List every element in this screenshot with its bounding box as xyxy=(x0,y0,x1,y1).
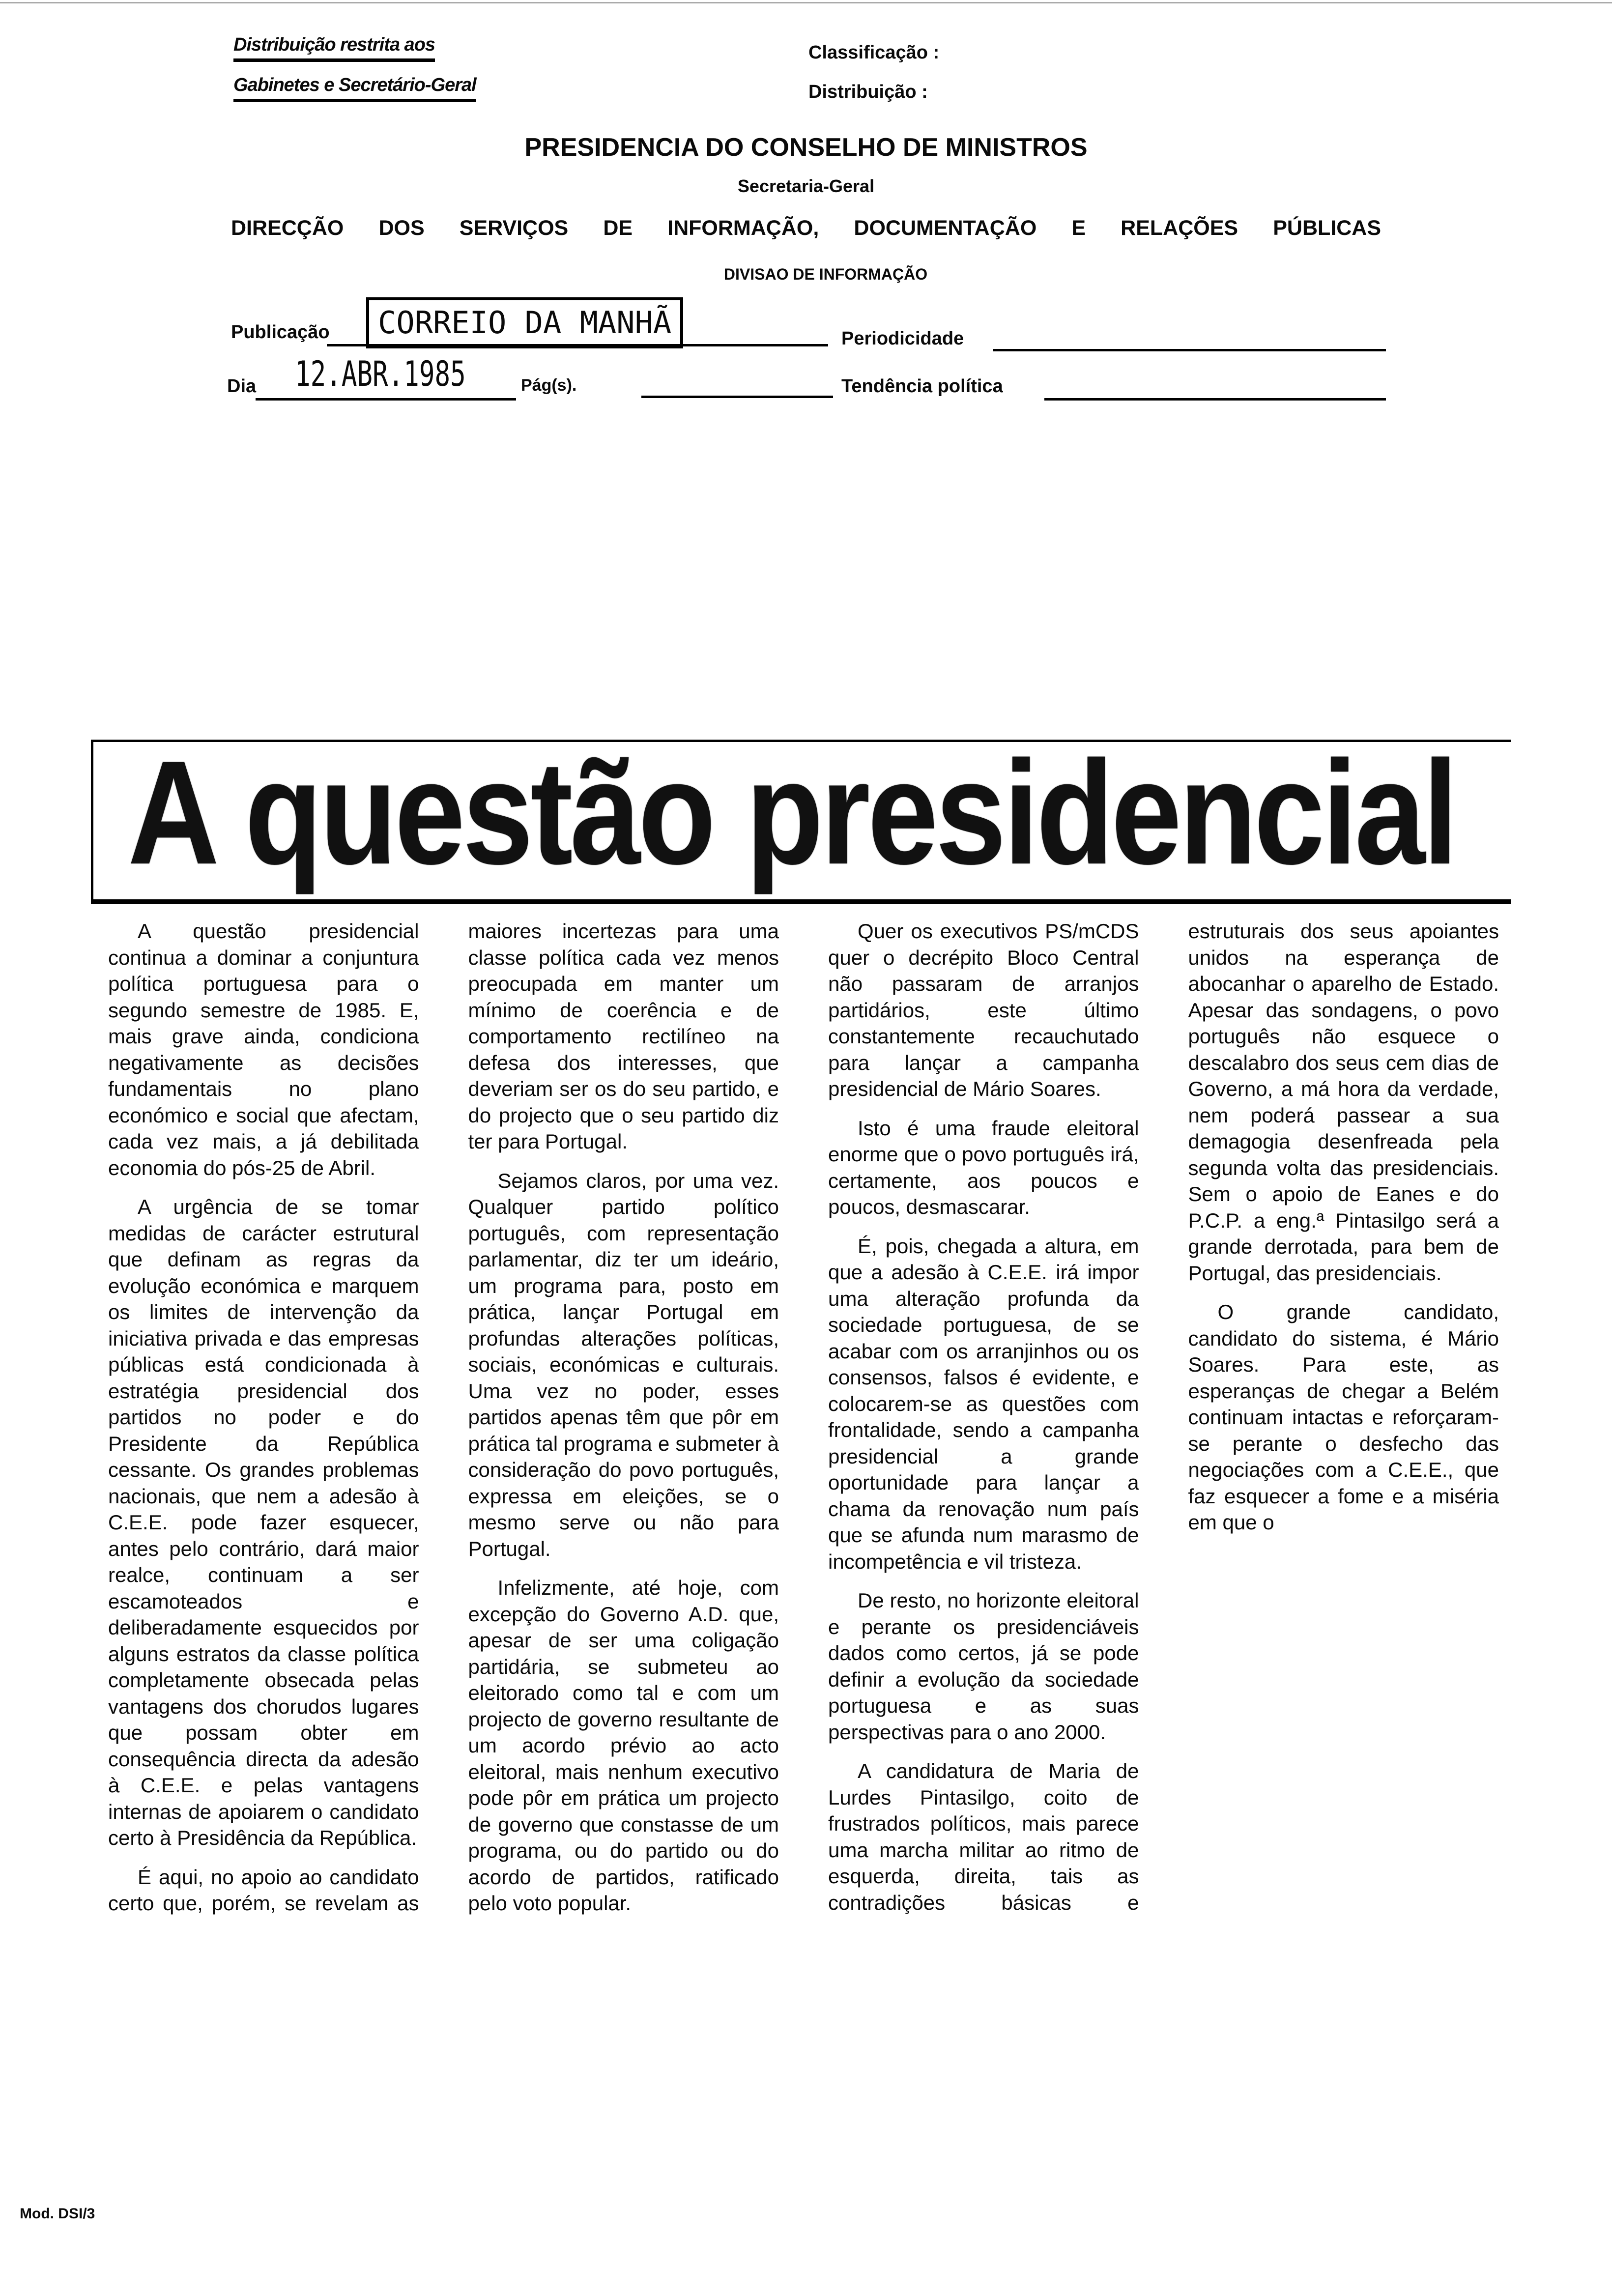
publication-label: Publicação xyxy=(231,322,330,343)
article-paragraph: O grande candidato, candidato do sistema, é Mário Soares. Para este, as esperanças de chegar a Belém continuam intactas e reforçaram-se perante o desfecho das negociações com a C.E.E., que faz esquecer a fome e a miséria em que o xyxy=(1188,1300,1499,1534)
article-paragraph: A urgência de se tomar medidas de carácter estrutural que definam as regras da evolução económica e marquem os limites de intervenção da iniciativa privada e das empresas públicas está condicionada à estratégia presidencial dos partidos no poder e do Presidente da República cessante. Os grandes problemas nacionais, que nem a adesão à C.E.E. pode fazer esquecer, antes pelo contrário, dará maior realce, continuam a ser escamoteados e deliberadamente esquecidos por alguns estratos da classe política completamente obsecada pelas vantagens dos chorudos lugares que possam obter em consequência directa da adesão à C.E.E. e pelas vantagens internas de apoiarem o candidato certo à Presidência da República. xyxy=(108,1195,419,1849)
form-code: Mod. DSI/3 xyxy=(20,2206,95,2222)
distribution-label: Distribuição : xyxy=(808,82,928,102)
scan-edge-line xyxy=(0,2,1612,3)
periodicity-label: Periodicidade xyxy=(841,328,964,349)
article-title: A questão presidencial xyxy=(128,740,1456,895)
political-tendency-label: Tendência política xyxy=(841,376,1003,397)
ministry-heading: PRESIDENCIA DO CONSELHO DE MINISTROS xyxy=(524,133,1088,162)
day-field-line xyxy=(256,398,516,401)
pages-field-line xyxy=(641,396,833,398)
publication-stamp: CORREIO DA MANHÃ xyxy=(366,297,683,348)
distribution-restriction-line2: Gabinetes e Secretário-Geral xyxy=(233,75,476,102)
article-paragraph: De resto, no horizonte eleitoral e perante os presidenciáveis dados como certos, já se pode definir a evolução da sociedade portuguesa e as suas perspectivas para o ano 2000. xyxy=(828,1589,1139,1744)
article-paragraph: A questão presidencial continua a dominar a conjuntura política portuguesa para o segundo semestre de 1985. E, mais grave ainda, condiciona negativamente as decisões fundamentais no plano económico e social que afectam, cada vez mais, a já debilitada economia do pós-25 de Abril. xyxy=(108,919,419,1179)
directorate-heading: DIRECÇÃO DOS SERVIÇOS DE INFORMAÇÃO, DOCUMENTAÇÃO E RELAÇÕES PÚBLICAS xyxy=(231,216,1381,240)
article-paragraph: É aqui, no apoio ao candidato certo que, porém, se revelam as maiores incertezas para uma classe política cada vez menos preocupada em manter um mínimo de coerência e de comportamento rectilíneo na defesa dos interesses, que deveriam ser os do seu partido, e do projecto que o seu partido diz ter para Portugal. xyxy=(108,919,779,1915)
article-body xyxy=(108,918,1499,1930)
article-paragraph: Infelizmente, até hoje, com excepção do Governo A.D. que, apesar de ser uma coligação partidária, se submeteu ao eleitorado como tal e com um projecto de governo resultante de um acordo prévio ao acto eleitoral, mais nenhum executivo pode pôr em prática um projecto de governo que constasse de um programa, ou do partido ou do acordo de partidos, ratificado pelo voto popular. xyxy=(468,1576,779,1915)
article-paragraph: Sejamos claros, por uma vez. Qualquer partido político português, com representação parlamentar, diz ter um ideário, um programa para, posto em prática, lançar Portugal em profundas alterações políticas, sociais, económicas e culturais. Uma vez no poder, esses partidos apenas têm que pôr em prática tal programa e submeter à consideração do povo português, expressa em eleições, se o mesmo serve ou não para Portugal. xyxy=(468,1169,779,1560)
article-paragraph: Quer os executivos PS/mCDS quer o decrépito Bloco Central não passaram de arranjos partidários, este último constantemente recauchutado para lançar a campanha presidencial de Mário Soares. xyxy=(828,919,1139,1100)
day-label: Dia xyxy=(227,376,257,397)
article-paragraph: Isto é uma fraude eleitoral enorme que o povo português irá, certamente, aos poucos e poucos, desmascarar. xyxy=(828,1116,1139,1218)
political-tendency-field-line xyxy=(1044,398,1386,401)
article-paragraph: É, pois, chegada a altura, em que a adesão à C.E.E. irá impor uma alteração profunda da sociedade portuguesa, de se acabar com os arranjinhos ou os consensos, falsos é evidente, e colocarem-se as questões com frontalidade, sendo a campanha presidencial a grande oportunidade para lançar a chama da renovação num país que se afunda num marasmo de incompetência e vil tristeza. xyxy=(828,1234,1139,1573)
periodicity-field-line xyxy=(993,349,1386,351)
date-stamp: 12.ABR.1985 xyxy=(295,354,466,394)
pages-label: Pág(s). xyxy=(521,376,577,395)
article-paragraph: A candidatura de Maria de Lurdes Pintasilgo, coito de frustrados políticos, mais parece uma marcha militar ao ritmo de esquerda, direita, tais as contradições básicas e estruturais dos seus apoiantes unidos na esperança de abocanhar o aparelho de Estado. Apesar das sondagens, o povo português não esquece o descalabro dos seus cem dias de Governo, a má hora da verdade, nem poderá passear a sua demagogia desenfreada pela segunda volta das presidenciais. Sem o apoio de Eanes e do P.C.P. a eng.ª Pintasilgo será a grande derrotada, para bem de Portugal, das presidenciais. xyxy=(828,919,1499,1914)
classification-label: Classificação : xyxy=(808,42,940,63)
division-heading: DIVISAO DE INFORMAÇÃO xyxy=(723,265,928,283)
secretariat-heading: Secretaria-Geral xyxy=(737,176,875,196)
distribution-restriction-line1: Distribuição restrita aos xyxy=(233,34,435,62)
article-title-banner xyxy=(91,740,1511,904)
